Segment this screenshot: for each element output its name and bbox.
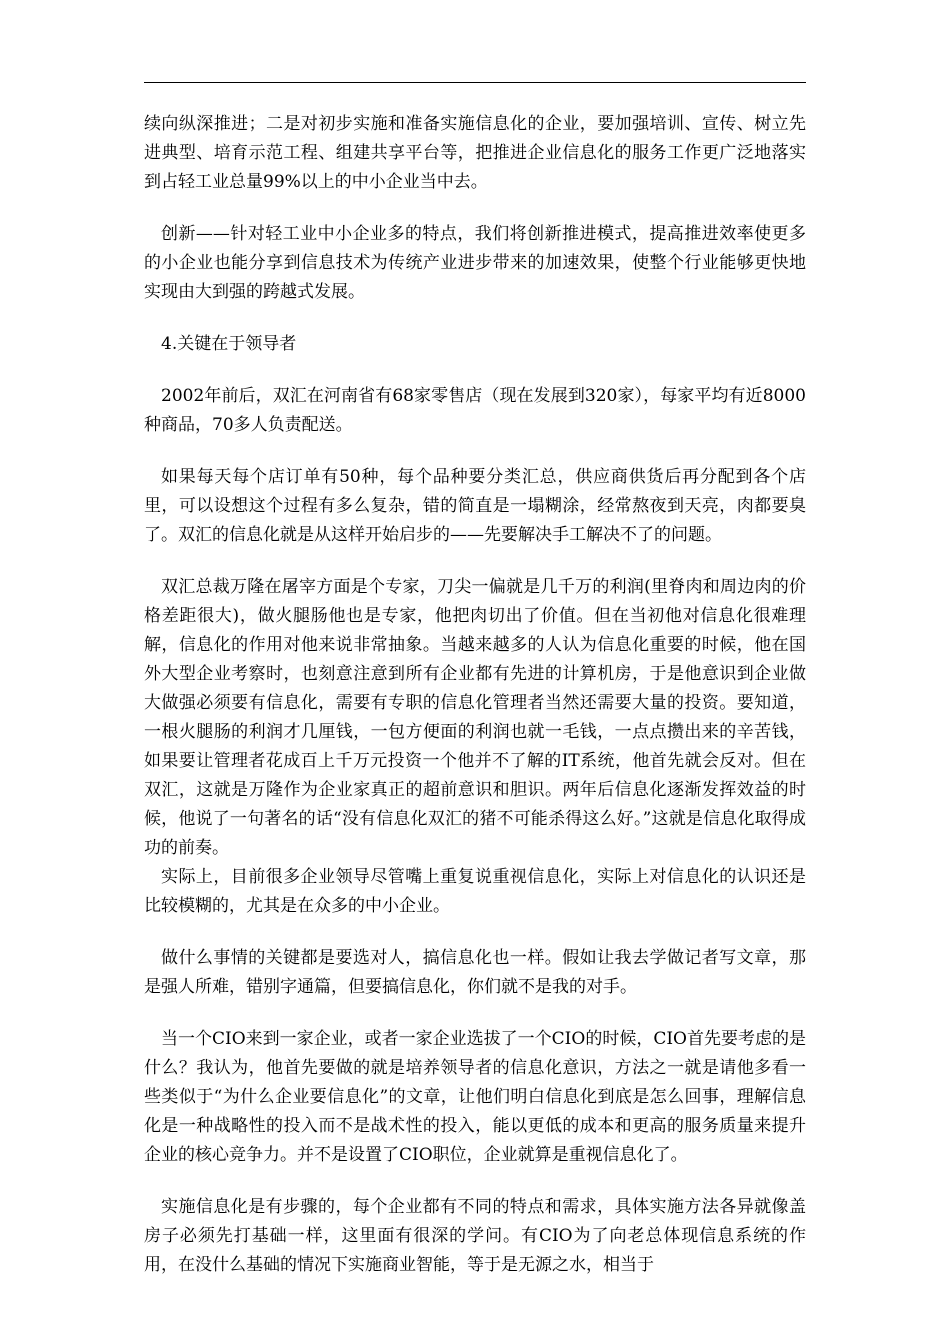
paragraph-choose-people: 做什么事情的关键都是要选对人，搞信息化也一样。假如让我去学做记者写文章，那是强人所难，错别字通篇，但要搞信息化，你们就不是我的对手。	[144, 948, 806, 997]
paragraph-cio: 当一个CIO来到一家企业，或者一家企业选拔了一个CIO的时候，CIO首先要考虑的是什么？我认为，他首先要做的就是培养领导者的信息化意识，方法之一就是请他多看一些类似于“为什么企业要信息化”的文章，让他们明白信息化到底是怎么回事，理解信息化是一种战略性的投入而不是战术性的投入，能以更低的成本和更高的服务质量来提升企业的核心竞争力。并不是设置了CIO职位，企业就算是重视信息化了。	[144, 1029, 806, 1165]
paragraph-2002: 2002年前后，双汇在河南省有68家零售店（现在发展到320家），每家平均有近8000种商品，70多人负责配送。	[144, 386, 806, 435]
paragraph-leaders: 实际上，目前很多企业领导尽管嘴上重复说重视信息化，实际上对信息化的认识还是比较模糊的，尤其是在众多的中小企业。	[144, 867, 806, 916]
paragraph-continuation: 续向纵深推进；二是对初步实施和准备实施信息化的企业，要加强培训、宣传、树立先进典型、培育示范工程、组建共享平台等，把推进企业信息化的服务工作更广泛地落实到占轻工业总量99%以上的中小企业当中去。	[144, 114, 806, 192]
paragraph-steps: 实施信息化是有步骤的，每个企业都有不同的特点和需求，具体实施方法各异就像盖房子必须先打基础一样，这里面有很深的学问。有CIO为了向老总体现信息系统的作用，在没什么基础的情况下实施商业智能，等于是无源之水，相当于	[144, 1197, 806, 1275]
paragraph-wanlong: 双汇总裁万隆在屠宰方面是个专家，刀尖一偏就是几千万的利润(里脊肉和周边肉的价格差距很大)，做火腿肠他也是专家，他把肉切出了价值。但在当初他对信息化很难理解，信息化的作用对他来说非常抽象。当越来越多的人认为信息化重要的时候，他在国外大型企业考察时，也刻意注意到所有企业都有先进的计算机房，于是他意识到企业做大做强必须要有信息化，需要有专职的信息化管理者当然还需要大量的投资。要知道，一根火腿肠的利润才几厘钱，一包方便面的利润也就一毛钱，一点点攒出来的辛苦钱，如果要让管理者花成百上千万元投资一个他并不了解的IT系统，他首先就会反对。但在双汇，这就是万隆作为企业家真正的超前意识和胆识。两年后信息化逐渐发挥效益的时候，他说了一句著名的话“没有信息化双汇的猪不可能杀得这么好。”这就是信息化取得成功的前奏。	[144, 577, 806, 858]
paragraph-orders: 如果每天每个店订单有50种，每个品种要分类汇总，供应商供货后再分配到各个店里，可以设想这个过程有多么复杂，错的简直是一塌糊涂，经常熬夜到天亮，肉都要臭了。双汇的信息化就是从这样开始启步的——先要解决手工解决不了的问题。	[144, 467, 806, 545]
body-text	[144, 110, 806, 1303]
header-rule	[144, 82, 806, 83]
paragraph-innovation: 创新——针对轻工业中小企业多的特点，我们将创新推进模式，提高推进效率使更多的小企业也能分享到信息技术为传统产业进步带来的加速效果，使整个行业能够更快地实现由大到强的跨越式发展。	[144, 224, 806, 302]
section-heading: 4.关键在于领导者	[161, 334, 297, 354]
